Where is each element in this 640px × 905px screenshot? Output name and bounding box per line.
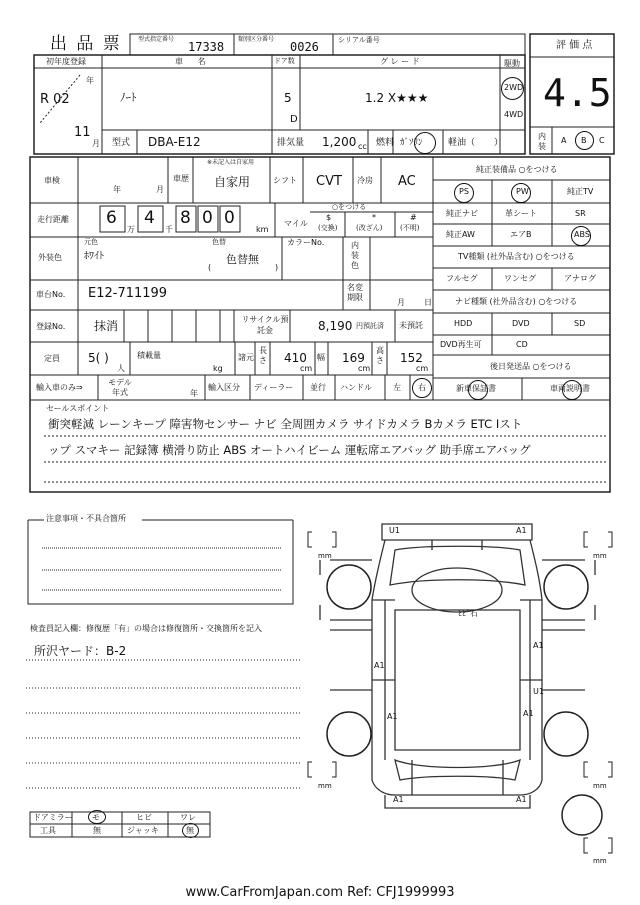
mileage-mile: マイル	[284, 219, 308, 228]
length-value: 410	[284, 351, 307, 365]
equip-abs-mark	[571, 226, 591, 246]
diesel-label: 軽油（	[448, 138, 476, 148]
diagram-a1-top: A1	[516, 526, 527, 535]
score-value: 4.5	[543, 71, 612, 115]
repaint-value: 色替無	[226, 253, 259, 266]
equip-navi: 純正ナビ	[446, 209, 478, 218]
diagram-a1-left: A1	[374, 661, 385, 670]
month-label: 月	[92, 139, 100, 148]
width-value: 169	[342, 351, 365, 365]
import-label: 輸入車のみ⇒	[36, 383, 83, 392]
grade-value: 1.2 X★★★	[365, 91, 429, 105]
interior-b: B	[581, 136, 587, 145]
width-unit: cm	[358, 364, 371, 373]
history-label: 車歴	[173, 174, 189, 183]
width-label: 幅	[317, 353, 325, 362]
equip-ps: PS	[459, 187, 469, 196]
length-label: 長さ	[259, 346, 267, 365]
fuel-label: 燃料	[376, 138, 395, 148]
navi-sd: SD	[574, 319, 586, 328]
equip-ps-mark	[454, 183, 474, 203]
first-reg-month: 11	[74, 125, 91, 140]
model-year-unit: 年	[190, 389, 198, 398]
sales-points-label: セールスポイント	[46, 404, 110, 413]
length-unit: cm	[300, 364, 313, 373]
equip-airbag: エアB	[510, 230, 532, 239]
mileage-label: 走行距離	[37, 215, 69, 224]
drive-label: 駆動	[504, 59, 520, 68]
notes-label: 注意事項・不具合箇所	[46, 514, 126, 523]
diesel-close: ）	[494, 138, 504, 148]
mileage-digit-3: 8	[180, 208, 191, 228]
displacement-value: 1,200	[322, 135, 357, 149]
year-label: 年	[86, 76, 94, 85]
crack-label: ヒビ	[136, 813, 152, 822]
capacity-label: 定員	[44, 354, 60, 363]
dims-label: 諸元	[238, 353, 254, 362]
import-parallel: 並行	[310, 383, 326, 392]
equip-abs: ABS	[574, 230, 590, 239]
inspector-label: 検査員記入欄：修復歴「有」の場合は修復箇所・交換箇所を記入	[30, 624, 262, 633]
diagram-u1-top: U1	[389, 526, 400, 535]
handle-right: 右	[418, 383, 426, 392]
recycle-value: 8,190	[318, 319, 353, 333]
navi-type-label: ナビ種類 (社外品含む) ○をつける	[455, 297, 578, 306]
doors-value: 5	[284, 91, 292, 105]
manual-mark	[562, 380, 582, 400]
displacement-label: 排気量	[277, 138, 305, 148]
mm-unit-5: mm	[593, 857, 607, 865]
equip-leather: 革シート	[505, 209, 537, 218]
recycle-not-deposited: 未預託	[399, 321, 423, 330]
type-label: 型式	[112, 138, 131, 148]
tv-fullseg: フルセグ	[446, 274, 478, 283]
capacity-unit: 人	[117, 364, 125, 373]
deadline-month: 月	[397, 298, 405, 307]
interior-b-mark	[575, 131, 594, 150]
shaken-year-label: 年	[113, 185, 121, 194]
broken-label: ワレ	[180, 813, 196, 822]
orig-color-label: 元色	[84, 238, 98, 246]
repaint-label: 色替	[212, 238, 226, 246]
drive-2wd-mark	[501, 77, 524, 100]
recycle-label: リサイクル預託金	[241, 315, 289, 335]
shaken-month-label: 月	[156, 185, 164, 194]
dvd-play: DVD再生可	[440, 340, 482, 349]
navi-dvd: DVD	[512, 319, 530, 328]
mirror-value: モ	[92, 813, 100, 822]
recycle-status: 円預託済	[356, 322, 384, 330]
handle-right-mark	[412, 378, 432, 398]
diagram-a1-bottom-right: A1	[516, 795, 527, 804]
car-name-label: 車 名	[175, 57, 212, 66]
vehicle-manual: 車両説明書	[550, 384, 590, 393]
diagram-a1-right: A1	[533, 641, 544, 650]
mileage-digit-4: 0	[202, 208, 213, 228]
mileage-hash: #	[410, 213, 417, 222]
tv-type-label: TV種類 (社外品含む) ○をつける	[458, 252, 575, 261]
mm-unit-3: mm	[318, 782, 332, 790]
std-equip-label: 純正装備品 ○をつける	[476, 165, 558, 174]
diagram-a1-bottom-left: A1	[393, 795, 404, 804]
cc-unit: cc	[358, 142, 367, 151]
color-no-label: カラーNo.	[287, 238, 325, 247]
diagram-u1-right: U1	[533, 687, 544, 696]
height-unit: cm	[416, 364, 429, 373]
mileage-digit-5: 0	[224, 208, 235, 228]
diagram-a1-lower-left: A1	[387, 712, 398, 721]
repaint-paren-open: (	[208, 263, 212, 272]
height-label: 高さ	[376, 346, 384, 365]
mirror-mark	[88, 810, 106, 824]
diagram-windshield: ﾋﾋﾞ石	[458, 609, 478, 618]
navi-hdd: HDD	[454, 319, 473, 328]
shift-label: シフト	[273, 176, 297, 185]
jack-value: 無	[186, 826, 194, 835]
mileage-man: 万	[127, 225, 135, 234]
ac-label: 冷房	[357, 176, 373, 185]
interior-label: 内装	[538, 132, 546, 151]
jack-mark	[182, 823, 199, 838]
fuel-mark	[414, 132, 436, 154]
class-no-label: 類別区分番号	[238, 36, 275, 43]
mileage-sen: 千	[165, 225, 173, 234]
mileage-star: *	[372, 213, 376, 222]
mm-unit-1: mm	[318, 552, 332, 560]
tv-oneseg: ワンセグ	[504, 274, 536, 283]
jack-label: ジャッキ	[127, 826, 159, 835]
after-ship-label: 後日発送品 ○をつける	[490, 362, 572, 371]
model-year-label: モデル年式	[108, 378, 132, 397]
interior-color-label: 内装色	[351, 241, 359, 270]
mileage-modified: (改ざん)	[356, 224, 383, 232]
doors-label: ドア数	[274, 57, 295, 65]
type-value: DBA-E12	[148, 135, 201, 149]
class-no-value: 0026	[290, 40, 319, 54]
mileage-km: km	[256, 225, 269, 234]
document-title: 出 品 票	[50, 34, 122, 54]
serial-label: シリアル番号	[338, 36, 380, 44]
equip-aw: 純正AW	[446, 230, 475, 239]
chassis-value: E12-711199	[88, 286, 168, 301]
mm-unit-2: mm	[593, 552, 607, 560]
equip-pw-mark	[511, 183, 531, 203]
warranty-mark	[468, 380, 488, 400]
mileage-digit-1: 6	[106, 208, 117, 228]
import-dealer: ディーラー	[254, 383, 294, 392]
deadline-day: 日	[424, 298, 432, 307]
load-unit: kg	[213, 364, 223, 373]
yard-location: 所沢ヤード：B-2	[34, 644, 127, 658]
car-name: ﾉｰﾄ	[120, 91, 137, 104]
mileage-exchange: (交換)	[318, 224, 338, 232]
score-label: 評 価 点	[556, 40, 593, 51]
mileage-circle-note: ○をつける	[332, 203, 367, 211]
fuel-gasoline: ｶﾞｿﾘﾝ	[400, 138, 423, 148]
door-type: D	[290, 114, 298, 125]
capacity-value: 5( )	[88, 351, 109, 365]
model-no-value: 17338	[188, 40, 225, 54]
sales-points-line-2: ップ スマキー 記録簿 横滑り防止 ABS オートハイビーム 運転席エアバッグ 助手席エアバッグ	[48, 443, 531, 457]
color-label: 外装色	[38, 253, 62, 262]
mm-unit-4: mm	[593, 782, 607, 790]
footer-watermark: www.CarFromJapan.com Ref: CFJ1999993	[185, 885, 455, 900]
drive-2wd: 2WD	[504, 83, 524, 92]
first-reg-year: R 02	[40, 92, 70, 107]
history-value: 自家用	[214, 175, 251, 189]
tools-label: 工具	[40, 826, 56, 835]
history-note: ※未記入は自家用	[207, 159, 255, 166]
drive-4wd: 4WD	[504, 110, 524, 119]
equip-pw: PW	[516, 187, 529, 196]
new-car-warranty: 新車保証書	[456, 384, 496, 393]
equip-tv: 純正TV	[567, 187, 594, 196]
chassis-label: 車台No.	[36, 290, 66, 299]
first-reg-label: 初年度登録	[46, 57, 86, 66]
diagram-a1-lower-right: A1	[523, 709, 534, 718]
sales-points-line-1: 衝突軽減 レーンキープ 障害物センサー ナビ 全周囲カメラ サイドカメラ Bカメラ ETC Iスト	[48, 417, 523, 431]
mileage-digit-2: 4	[144, 208, 155, 228]
ac-value: AC	[398, 174, 416, 189]
handle-left: 左	[393, 383, 401, 392]
mirror-label: ドアミラー	[33, 813, 73, 822]
orig-color-value: ﾎﾜｲﾄ	[84, 251, 104, 262]
repaint-paren-close: )	[275, 263, 279, 272]
mileage-dollar: $	[326, 213, 332, 222]
equip-cd: CD	[516, 340, 528, 349]
interior-c: C	[599, 136, 605, 145]
load-label: 積載量	[137, 351, 161, 360]
import-type-label: 輸入区分	[208, 383, 240, 392]
mileage-unknown: (不明)	[400, 224, 420, 232]
shift-value: CVT	[316, 174, 342, 189]
model-no-label: 型式指定番号	[138, 36, 175, 43]
tools-value: 無	[93, 826, 101, 835]
equip-sr: SR	[575, 209, 586, 218]
height-value: 152	[400, 351, 423, 365]
handle-label: ハンドル	[340, 383, 372, 392]
registration-label: 登録No.	[36, 322, 66, 331]
registration-value: 抹消	[94, 319, 119, 333]
name-change-deadline-label: 名変期限	[347, 283, 363, 302]
shaken-label: 車検	[44, 176, 60, 185]
tv-analog: アナログ	[564, 274, 596, 283]
grade-label: グ レ ー ド	[380, 57, 420, 66]
interior-a: A	[561, 136, 567, 145]
